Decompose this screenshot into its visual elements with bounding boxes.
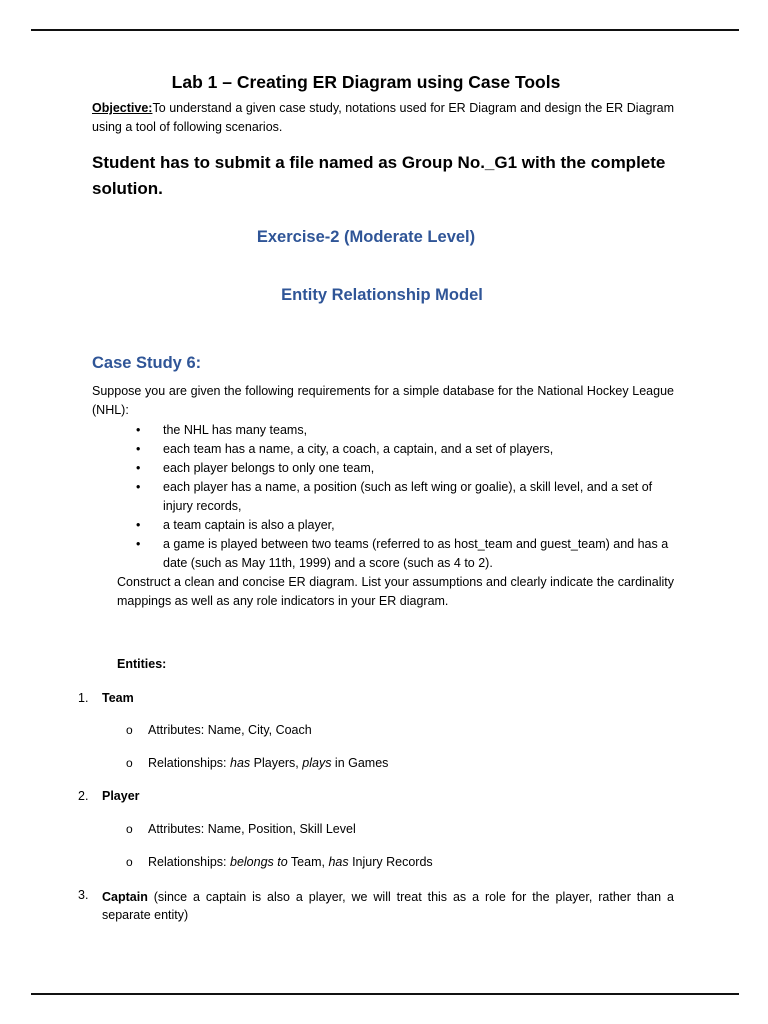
- player-attributes: o Attributes: Name, Position, Skill Level: [126, 822, 356, 836]
- entity-name-team: Team: [102, 691, 134, 705]
- list-item: • each player belongs to only one team,: [92, 459, 674, 478]
- bullet-icon: •: [136, 537, 141, 551]
- captain-entry: [102, 888, 674, 924]
- circle-bullet-icon: o: [126, 756, 133, 770]
- team-relationships: o Relationships: has Players, plays in Games: [126, 756, 389, 770]
- case-study-intro: Suppose you are given the following requirements for a simple database for the National Hockey League (NHL):: [92, 384, 674, 417]
- page-title: Lab 1 – Creating ER Diagram using Case Tools: [171, 72, 561, 92]
- requirements-list: [92, 421, 674, 573]
- list-item: • each player has a name, a position (such as left wing or goalie), a skill level, and a set of injury records,: [136, 480, 653, 513]
- team-attributes: o Attributes: Name, City, Coach: [126, 723, 312, 737]
- list-item: • the NHL has many teams,: [92, 421, 674, 440]
- list-item: • a game is played between two teams (referred to as host_team and guest_team) and has a date (such as May 11th, 1999) and a score (such as 4 to 2).: [136, 537, 669, 570]
- bullet-icon: •: [136, 423, 141, 437]
- circle-bullet-icon: o: [126, 822, 133, 836]
- player-relationships: o Relationships: belongs to Team, has Injury Records: [126, 855, 433, 869]
- list-item: • each team has a name, a city, a coach, a captain, and a set of players,: [92, 440, 674, 459]
- entity-number: 2.: [78, 789, 89, 803]
- bullet-icon: •: [136, 461, 141, 475]
- entities-heading: Entities:: [117, 657, 167, 671]
- circle-bullet-icon: o: [126, 855, 133, 869]
- bottom-rule: [31, 993, 739, 995]
- bullet-icon: •: [136, 518, 141, 532]
- objective-label: Objective:: [92, 101, 153, 115]
- objective-paragraph: [92, 99, 674, 137]
- construct-instruction: Construct a clean and concise ER diagram. List your assumptions and clearly indicate the cardinality mappings as well as any role indicators in your ER diagram.: [117, 575, 674, 608]
- exercise-heading: Exercise-2 (Moderate Level): [256, 228, 476, 246]
- entity-name-captain: Captain: [102, 890, 148, 904]
- bullet-icon: •: [136, 442, 141, 456]
- objective-text: To understand a given case study, notations used for ER Diagram and design the ER Diagram using a tool of following scenarios.: [92, 101, 674, 134]
- circle-bullet-icon: o: [126, 723, 133, 737]
- top-rule: [31, 29, 739, 31]
- entity-number: 3.: [78, 888, 89, 902]
- bullet-icon: •: [136, 480, 141, 494]
- entity-number: 1.: [78, 691, 89, 705]
- case-study-heading: Case Study 6:: [92, 354, 202, 372]
- entity-name-player: Player: [102, 789, 140, 803]
- submission-instruction: Student has to submit a file named as Group No._G1 with the complete solution.: [92, 153, 666, 198]
- model-heading: Entity Relationship Model: [281, 286, 483, 304]
- list-item: • a team captain is also a player,: [92, 516, 674, 535]
- captain-note: (since a captain is also a player, we will treat this as a role for the player, rather than a separate entity): [102, 890, 674, 922]
